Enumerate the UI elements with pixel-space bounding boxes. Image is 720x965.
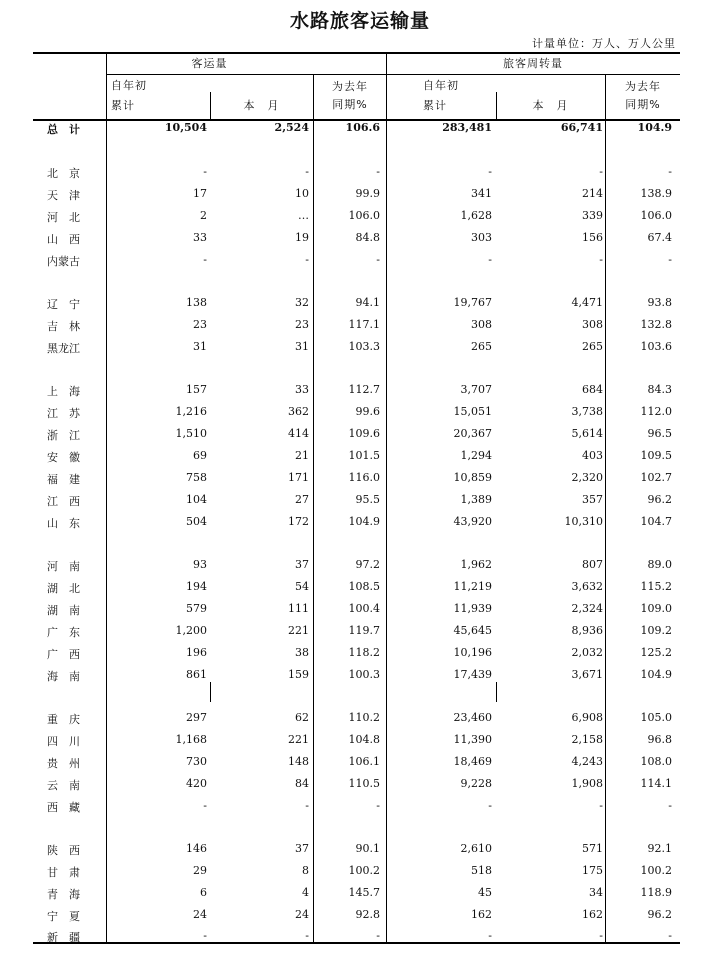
cell-ytd-turnover: 9,228 <box>460 777 492 790</box>
region-name: 贵 州 <box>47 757 80 770</box>
cell-ytd-passengers: 1,200 <box>175 624 207 637</box>
cell-yoy-passengers: 84.8 <box>355 231 380 244</box>
cell-month-passengers: 111 <box>288 602 309 615</box>
region-name: 总 计 <box>47 123 80 136</box>
cell-yoy-passengers: 101.5 <box>348 449 380 462</box>
table-row <box>33 318 680 338</box>
cell-ytd-passengers: 29 <box>193 864 207 877</box>
cell-ytd-turnover: 11,390 <box>453 733 492 746</box>
table-row <box>33 187 680 207</box>
cell-yoy-passengers: 110.5 <box>348 777 380 790</box>
cell-month-passengers: 362 <box>288 405 309 418</box>
cell-yoy-passengers: 97.2 <box>355 558 380 571</box>
cell-yoy-turnover: 67.4 <box>647 231 672 244</box>
cell-month-passengers: 414 <box>288 427 309 440</box>
cell-ytd-turnover: 341 <box>471 187 492 200</box>
cell-ytd-turnover: 18,469 <box>453 755 492 768</box>
region-name: 西 藏 <box>47 801 80 814</box>
cell-yoy-passengers: 104.9 <box>348 515 380 528</box>
cell-month-turnover: 175 <box>582 864 603 877</box>
table-row <box>33 646 680 666</box>
header-ytd-bottom-2: 累计 <box>423 99 447 112</box>
cell-yoy-passengers: 92.8 <box>355 908 380 921</box>
cell-ytd-turnover: 265 <box>471 340 492 353</box>
cell-yoy-passengers: - <box>376 165 380 178</box>
region-name: 黑龙江 <box>47 342 80 355</box>
cell-ytd-passengers: 730 <box>186 755 207 768</box>
table-row <box>33 449 680 469</box>
region-name: 广 东 <box>47 626 80 639</box>
cell-yoy-turnover: 115.2 <box>640 580 672 593</box>
cell-ytd-turnover: - <box>488 253 492 266</box>
cell-yoy-turnover: 100.2 <box>640 864 672 877</box>
cell-month-passengers: 84 <box>295 777 309 790</box>
cell-month-turnover: 66,741 <box>560 121 603 134</box>
data-table <box>33 52 680 944</box>
cell-ytd-passengers: 23 <box>193 318 207 331</box>
cell-ytd-turnover: - <box>488 165 492 178</box>
cell-month-turnover: 2,324 <box>571 602 603 615</box>
table-row <box>33 842 680 862</box>
cell-ytd-passengers: 2 <box>200 209 207 222</box>
cell-ytd-turnover: 1,389 <box>460 493 492 506</box>
cell-yoy-passengers: 106.1 <box>348 755 380 768</box>
cell-month-passengers: 27 <box>295 493 309 506</box>
table-row <box>33 799 680 819</box>
cell-ytd-turnover: 1,294 <box>460 449 492 462</box>
cell-ytd-turnover: 3,707 <box>460 383 492 396</box>
cell-ytd-passengers: 33 <box>193 231 207 244</box>
cell-yoy-turnover: 132.8 <box>640 318 672 331</box>
cell-yoy-passengers: 100.3 <box>348 668 380 681</box>
cell-ytd-turnover: - <box>488 799 492 812</box>
cell-ytd-turnover: 20,367 <box>453 427 492 440</box>
cell-ytd-turnover: 2,610 <box>460 842 492 855</box>
cell-ytd-passengers: 504 <box>186 515 207 528</box>
header-yoy-bottom-1: 同期% <box>332 98 368 111</box>
cell-yoy-turnover: 96.2 <box>647 493 672 506</box>
cell-yoy-turnover: 118.9 <box>640 886 672 899</box>
cell-yoy-passengers: 109.6 <box>348 427 380 440</box>
cell-month-passengers: … <box>298 209 309 222</box>
cell-month-turnover: 339 <box>582 209 603 222</box>
cell-ytd-turnover: 15,051 <box>453 405 492 418</box>
cell-month-turnover: 5,614 <box>571 427 603 440</box>
region-name: 山 东 <box>47 517 80 530</box>
cell-month-passengers: 19 <box>295 231 309 244</box>
cell-yoy-turnover: 138.9 <box>640 187 672 200</box>
cell-yoy-turnover: 114.1 <box>640 777 672 790</box>
cell-yoy-turnover: 96.2 <box>647 908 672 921</box>
region-name: 河 北 <box>47 211 80 224</box>
region-name: 北 京 <box>47 167 80 180</box>
cell-month-turnover: 162 <box>582 908 603 921</box>
cell-ytd-passengers: 24 <box>193 908 207 921</box>
cell-ytd-passengers: 758 <box>186 471 207 484</box>
cell-yoy-passengers: 100.2 <box>348 864 380 877</box>
cell-ytd-turnover: 308 <box>471 318 492 331</box>
table-row <box>33 340 680 360</box>
cell-ytd-passengers: - <box>203 799 207 812</box>
cell-ytd-passengers: 1,216 <box>175 405 207 418</box>
cell-ytd-passengers: 194 <box>186 580 207 593</box>
cell-yoy-turnover: 104.7 <box>640 515 672 528</box>
cell-yoy-passengers: 118.2 <box>348 646 380 659</box>
table-row <box>33 231 680 251</box>
cell-month-turnover: 1,908 <box>571 777 603 790</box>
cell-month-turnover: 265 <box>582 340 603 353</box>
header-group-turnover: 旅客周转量 <box>503 57 563 70</box>
unit-note: 计量单位：万人、万人公里 <box>532 37 676 50</box>
region-name: 四 川 <box>47 735 80 748</box>
region-name: 河 南 <box>47 560 80 573</box>
table-row <box>33 668 680 688</box>
cell-month-turnover: 684 <box>582 383 603 396</box>
cell-ytd-turnover: 19,767 <box>453 296 492 309</box>
cell-yoy-passengers: - <box>376 799 380 812</box>
cell-yoy-passengers: 106.6 <box>345 121 380 134</box>
region-name: 天 津 <box>47 189 80 202</box>
cell-ytd-passengers: 1,168 <box>175 733 207 746</box>
region-name: 海 南 <box>47 670 80 683</box>
cell-ytd-turnover: 45 <box>478 886 492 899</box>
table-row <box>33 493 680 513</box>
region-name: 辽 宁 <box>47 298 80 311</box>
cell-yoy-passengers: 100.4 <box>348 602 380 615</box>
cell-ytd-passengers: - <box>203 165 207 178</box>
page-title: 水路旅客运输量 <box>289 10 430 32</box>
header-yoy-bottom-2: 同期% <box>625 98 661 111</box>
cell-yoy-turnover: 102.7 <box>640 471 672 484</box>
table-row <box>33 296 680 316</box>
cell-month-passengers: 10 <box>295 187 309 200</box>
table-row <box>33 886 680 906</box>
cell-yoy-turnover: 108.0 <box>640 755 672 768</box>
cell-month-turnover: 156 <box>582 231 603 244</box>
cell-month-turnover: - <box>599 253 603 266</box>
cell-ytd-turnover: 1,962 <box>460 558 492 571</box>
cell-month-turnover: 2,158 <box>571 733 603 746</box>
region-name: 内蒙古 <box>47 255 80 268</box>
cell-yoy-turnover: 96.8 <box>647 733 672 746</box>
table-row <box>33 580 680 600</box>
cell-month-passengers: 21 <box>295 449 309 462</box>
cell-yoy-passengers: 116.0 <box>348 471 380 484</box>
cell-yoy-passengers: 145.7 <box>348 886 380 899</box>
cell-month-passengers: 62 <box>295 711 309 724</box>
cell-yoy-passengers: 90.1 <box>355 842 380 855</box>
cell-ytd-passengers: 17 <box>193 187 207 200</box>
table-row <box>33 711 680 731</box>
cell-yoy-turnover: 106.0 <box>640 209 672 222</box>
region-name: 陕 西 <box>47 844 80 857</box>
cell-yoy-passengers: 108.5 <box>348 580 380 593</box>
cell-month-turnover: 34 <box>589 886 603 899</box>
cell-yoy-turnover: 109.2 <box>640 624 672 637</box>
cell-month-passengers: 4 <box>302 886 309 899</box>
cell-month-turnover: 3,671 <box>571 668 603 681</box>
region-name: 浙 江 <box>47 429 80 442</box>
cell-month-passengers: 32 <box>295 296 309 309</box>
region-name: 江 苏 <box>47 407 80 420</box>
table-row <box>33 777 680 797</box>
cell-ytd-passengers: 6 <box>200 886 207 899</box>
table-row <box>33 471 680 491</box>
cell-month-turnover: 4,471 <box>571 296 603 309</box>
cell-yoy-turnover: 84.3 <box>647 383 672 396</box>
cell-month-turnover: 3,738 <box>571 405 603 418</box>
cell-yoy-passengers: 103.3 <box>348 340 380 353</box>
header-month-2: 本 月 <box>532 99 569 112</box>
table-row <box>33 929 680 949</box>
table-row <box>33 165 680 185</box>
cell-ytd-passengers: 157 <box>186 383 207 396</box>
cell-ytd-passengers: - <box>203 253 207 266</box>
region-name: 湖 北 <box>47 582 80 595</box>
cell-yoy-turnover: 96.5 <box>647 427 672 440</box>
region-name: 吉 林 <box>47 320 80 333</box>
cell-month-passengers: - <box>305 799 309 812</box>
cell-ytd-turnover: 10,196 <box>453 646 492 659</box>
cell-yoy-passengers: - <box>376 929 380 942</box>
cell-month-turnover: 2,032 <box>571 646 603 659</box>
cell-month-passengers: 38 <box>295 646 309 659</box>
cell-yoy-turnover: - <box>668 799 672 812</box>
cell-yoy-passengers: - <box>376 253 380 266</box>
cell-month-turnover: 2,320 <box>571 471 603 484</box>
cell-ytd-passengers: 579 <box>186 602 207 615</box>
region-name: 云 南 <box>47 779 80 792</box>
table-top-rule <box>33 52 680 54</box>
cell-yoy-turnover: 125.2 <box>640 646 672 659</box>
cell-ytd-turnover: 45,645 <box>453 624 492 637</box>
cell-ytd-passengers: 1,510 <box>175 427 207 440</box>
cell-ytd-turnover: 23,460 <box>453 711 492 724</box>
header-yoy-top-2: 为去年 <box>625 80 661 93</box>
cell-month-passengers: 54 <box>295 580 309 593</box>
header-ytd-top-2: 自年初 <box>423 79 459 92</box>
region-name: 新 疆 <box>47 931 80 944</box>
table-row <box>33 515 680 535</box>
cell-month-passengers: 31 <box>295 340 309 353</box>
region-name: 广 西 <box>47 648 80 661</box>
cell-month-turnover: 10,310 <box>564 515 603 528</box>
cell-yoy-passengers: 99.6 <box>355 405 380 418</box>
cell-month-turnover: 3,632 <box>571 580 603 593</box>
cell-yoy-turnover: 92.1 <box>647 842 672 855</box>
cell-ytd-turnover: 10,859 <box>453 471 492 484</box>
cell-month-passengers: 37 <box>295 558 309 571</box>
region-name: 宁 夏 <box>47 910 80 923</box>
cell-ytd-passengers: - <box>203 929 207 942</box>
cell-ytd-passengers: 104 <box>186 493 207 506</box>
cell-ytd-passengers: 420 <box>186 777 207 790</box>
table-row <box>33 405 680 425</box>
table-row <box>33 864 680 884</box>
cell-yoy-passengers: 95.5 <box>355 493 380 506</box>
cell-ytd-passengers: 93 <box>193 558 207 571</box>
cell-month-passengers: 221 <box>288 624 309 637</box>
cell-yoy-turnover: 89.0 <box>647 558 672 571</box>
region-name: 上 海 <box>47 385 80 398</box>
cell-month-turnover: 8,936 <box>571 624 603 637</box>
cell-ytd-turnover: 518 <box>471 864 492 877</box>
cell-ytd-passengers: 297 <box>186 711 207 724</box>
cell-yoy-turnover: 93.8 <box>647 296 672 309</box>
cell-yoy-turnover: 109.0 <box>640 602 672 615</box>
table-row <box>33 427 680 447</box>
cell-ytd-turnover: 1,628 <box>460 209 492 222</box>
table-row <box>33 602 680 622</box>
cell-yoy-passengers: 117.1 <box>348 318 380 331</box>
cell-month-turnover: - <box>599 799 603 812</box>
cell-yoy-turnover: 104.9 <box>640 668 672 681</box>
cell-yoy-passengers: 119.7 <box>348 624 380 637</box>
cell-month-passengers: - <box>305 165 309 178</box>
header-yoy-top-1: 为去年 <box>332 80 368 93</box>
cell-ytd-turnover: 43,920 <box>453 515 492 528</box>
cell-yoy-turnover: 105.0 <box>640 711 672 724</box>
table-row <box>33 755 680 775</box>
region-name: 福 建 <box>47 473 80 486</box>
cell-month-passengers: 148 <box>288 755 309 768</box>
region-name: 甘 肃 <box>47 866 80 879</box>
header-ytd-top-1: 自年初 <box>111 79 147 92</box>
region-name: 山 西 <box>47 233 80 246</box>
cell-yoy-turnover: 104.9 <box>637 121 672 134</box>
cell-yoy-passengers: 94.1 <box>355 296 380 309</box>
table-row <box>33 209 680 229</box>
cell-ytd-passengers: 138 <box>186 296 207 309</box>
cell-ytd-turnover: 17,439 <box>453 668 492 681</box>
cell-ytd-passengers: 10,504 <box>164 121 207 134</box>
cell-yoy-turnover: 112.0 <box>640 405 672 418</box>
table-row <box>33 383 680 403</box>
group2-underline <box>386 74 680 75</box>
cell-month-turnover: 6,908 <box>571 711 603 724</box>
cell-ytd-passengers: 31 <box>193 340 207 353</box>
cell-yoy-passengers: 106.0 <box>348 209 380 222</box>
cell-month-passengers: 33 <box>295 383 309 396</box>
cell-yoy-turnover: - <box>668 253 672 266</box>
cell-month-passengers: 8 <box>302 864 309 877</box>
cell-month-turnover: 4,243 <box>571 755 603 768</box>
table-row <box>33 908 680 928</box>
cell-month-passengers: 37 <box>295 842 309 855</box>
total-row <box>33 121 680 141</box>
cell-month-passengers: 24 <box>295 908 309 921</box>
cell-yoy-passengers: 112.7 <box>348 383 380 396</box>
cell-month-turnover: - <box>599 929 603 942</box>
cell-ytd-turnover: 283,481 <box>442 121 492 134</box>
region-name: 安 徽 <box>47 451 80 464</box>
group1-underline <box>106 74 386 75</box>
cell-ytd-passengers: 196 <box>186 646 207 659</box>
cell-ytd-turnover: 303 <box>471 231 492 244</box>
cell-ytd-passengers: 146 <box>186 842 207 855</box>
cell-month-turnover: 403 <box>582 449 603 462</box>
cell-yoy-turnover: 103.6 <box>640 340 672 353</box>
cell-month-turnover: - <box>599 165 603 178</box>
cell-ytd-turnover: 11,219 <box>453 580 492 593</box>
cell-month-passengers: 171 <box>288 471 309 484</box>
cell-ytd-passengers: 69 <box>193 449 207 462</box>
cell-month-passengers: 221 <box>288 733 309 746</box>
cell-month-passengers: 2,524 <box>274 121 309 134</box>
region-name: 青 海 <box>47 888 80 901</box>
cell-month-turnover: 571 <box>582 842 603 855</box>
cell-month-passengers: 23 <box>295 318 309 331</box>
cell-ytd-turnover: 162 <box>471 908 492 921</box>
region-name: 重 庆 <box>47 713 80 726</box>
cell-yoy-turnover: - <box>668 165 672 178</box>
cell-yoy-passengers: 99.9 <box>355 187 380 200</box>
table-row <box>33 624 680 644</box>
cell-month-passengers: 159 <box>288 668 309 681</box>
table-row <box>33 733 680 753</box>
cell-month-turnover: 357 <box>582 493 603 506</box>
region-name: 江 西 <box>47 495 80 508</box>
header-group-passengers: 客运量 <box>191 57 228 70</box>
table-row <box>33 558 680 578</box>
cell-yoy-turnover: 109.5 <box>640 449 672 462</box>
cell-ytd-passengers: 861 <box>186 668 207 681</box>
header-ytd-bottom-1: 累计 <box>111 99 135 112</box>
cell-month-turnover: 214 <box>582 187 603 200</box>
region-name: 湖 南 <box>47 604 80 617</box>
cell-ytd-turnover: - <box>488 929 492 942</box>
cell-ytd-turnover: 11,939 <box>453 602 492 615</box>
cell-month-turnover: 807 <box>582 558 603 571</box>
cell-month-passengers: - <box>305 929 309 942</box>
cell-yoy-passengers: 110.2 <box>348 711 380 724</box>
cell-yoy-turnover: - <box>668 929 672 942</box>
table-row <box>33 253 680 273</box>
cell-yoy-passengers: 104.8 <box>348 733 380 746</box>
cell-month-turnover: 308 <box>582 318 603 331</box>
cell-month-passengers: 172 <box>288 515 309 528</box>
header-month-1: 本 月 <box>243 99 280 112</box>
cell-month-passengers: - <box>305 253 309 266</box>
